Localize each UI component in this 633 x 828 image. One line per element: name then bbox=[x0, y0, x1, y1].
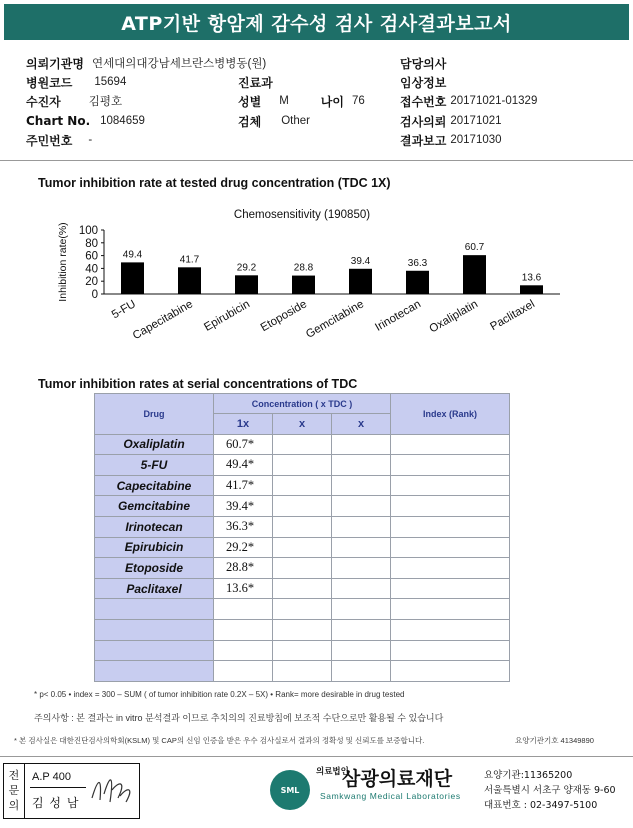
bar-value-label: 60.7 bbox=[464, 242, 485, 254]
drug-name: Gemcitabine bbox=[95, 496, 214, 517]
receipt-value: 20171021-01329 bbox=[450, 95, 538, 107]
drug-header: Drug bbox=[95, 394, 214, 435]
table-row-empty bbox=[95, 619, 510, 640]
sub-header-x2: x bbox=[332, 414, 391, 435]
org-address: 서울특별시 서초구 양재동 9-60 bbox=[484, 785, 616, 796]
rate-1x: 60.7* bbox=[214, 434, 273, 455]
bar bbox=[349, 269, 372, 294]
org-prefix: 의료법인 bbox=[316, 767, 349, 777]
rate-1x: 36.3* bbox=[214, 516, 273, 537]
patient-value: 김평호 bbox=[88, 96, 123, 108]
drug-name: Paclitaxel bbox=[95, 578, 214, 599]
report-title: ATP기반 항암제 감수성 검사 검사결과보고서 bbox=[4, 4, 629, 40]
specimen-value: Other bbox=[281, 115, 310, 127]
y-axis-label: Inhibition rate(%) bbox=[57, 222, 69, 302]
table-row bbox=[95, 578, 510, 599]
x-tick-label: Etoposide bbox=[258, 298, 309, 335]
bar bbox=[292, 276, 315, 294]
y-tick-label: 0 bbox=[91, 289, 98, 301]
rate-1x: 39.4* bbox=[214, 496, 273, 517]
doctor-name: 김 성 남 bbox=[32, 796, 80, 810]
x-tick-label: Capecitabine bbox=[130, 298, 195, 343]
id-label: 주민번호 bbox=[26, 133, 73, 148]
table-row-empty bbox=[95, 640, 510, 661]
institution-label: 의뢰기관명 bbox=[26, 56, 84, 71]
bar-value-label: 39.4 bbox=[350, 255, 371, 267]
bar bbox=[121, 262, 144, 294]
chart-title: Chemosensitivity (190850) bbox=[233, 209, 371, 221]
drug-name: Capecitabine bbox=[95, 475, 214, 496]
concentration-header: Concentration ( x TDC ) bbox=[214, 394, 391, 414]
table-row-empty bbox=[95, 661, 510, 682]
sub-header-x1: x bbox=[273, 414, 332, 435]
report-value: 20171030 bbox=[450, 134, 502, 146]
org-phone: 대표번호 : 02-3497-5100 bbox=[484, 800, 598, 811]
bar-value-label: 49.4 bbox=[122, 249, 143, 261]
bar bbox=[463, 255, 486, 294]
bar-value-label: 28.8 bbox=[293, 262, 314, 274]
x-tick-label: Gemcitabine bbox=[304, 298, 366, 341]
table-row bbox=[95, 475, 510, 496]
drug-name: 5-FU bbox=[95, 455, 214, 476]
divider-bottom bbox=[0, 756, 633, 757]
org-name: 삼광의료재단 bbox=[342, 768, 453, 790]
y-tick-label: 20 bbox=[85, 276, 98, 289]
table-row-empty bbox=[95, 599, 510, 620]
patient-label: 수진자 bbox=[26, 94, 61, 109]
sml-logo: SML bbox=[270, 770, 310, 810]
ap-number: A.P 400 bbox=[32, 771, 71, 783]
sex-label: 성별 bbox=[238, 94, 262, 109]
receipt-label: 접수번호 bbox=[400, 94, 447, 109]
hospital-code-label: 병원코드 bbox=[26, 75, 73, 90]
request-label: 검사의뢰 bbox=[400, 114, 447, 129]
rate-1x: 13.6* bbox=[214, 578, 273, 599]
x-tick-label: Paclitaxel bbox=[488, 298, 537, 334]
certification-note: * 본 검사실은 대한진단검사의학회(KSLM) 및 CAP의 신임 인증을 받은 우수 검사실로서 결과의 정확성 및 신뢰도를 보증합니다. bbox=[14, 736, 425, 745]
divider bbox=[0, 160, 633, 161]
bar-value-label: 13.6 bbox=[521, 272, 542, 284]
bar-value-label: 41.7 bbox=[179, 254, 200, 266]
table-row bbox=[95, 434, 510, 455]
rate-1x: 41.7* bbox=[214, 475, 273, 496]
bar bbox=[178, 267, 201, 294]
table-row bbox=[95, 516, 510, 537]
drug-name: Epirubicin bbox=[95, 537, 214, 558]
bar bbox=[406, 271, 429, 294]
id-value: - bbox=[88, 134, 93, 146]
bar-value-label: 29.2 bbox=[236, 262, 257, 274]
results-table bbox=[94, 393, 510, 682]
table-row bbox=[95, 455, 510, 476]
org-code-note: 요양기관기호 41349890 bbox=[515, 736, 594, 745]
org-code: 요양기관:11365200 bbox=[484, 770, 573, 781]
bar bbox=[235, 275, 258, 294]
x-tick-label: Irinotecan bbox=[373, 298, 423, 334]
department-label: 진료과 bbox=[238, 75, 273, 90]
drug-name: Irinotecan bbox=[95, 516, 214, 537]
age-value: 76 bbox=[351, 95, 365, 107]
x-tick-label: Epirubicin bbox=[202, 298, 252, 334]
drug-name: Etoposide bbox=[95, 558, 214, 579]
rate-1x: 28.8* bbox=[214, 558, 273, 579]
y-tick-label: 60 bbox=[85, 250, 98, 263]
signature-line bbox=[30, 787, 86, 788]
section1-title: Tumor inhibition rate at tested drug concentration (TDC 1X) bbox=[38, 176, 391, 190]
hospital-code-value: 15694 bbox=[94, 76, 127, 88]
legend-note: * p< 0.05 • index = 300 – SUM ( of tumor inhibition rate 0.2X – 5X) • Rank= more desirable in drug tested bbox=[34, 690, 405, 699]
section2-title: Tumor inhibition rates at serial concentrations of TDC bbox=[38, 377, 358, 391]
index-header: Index (Rank) bbox=[391, 394, 510, 435]
y-tick-label: 40 bbox=[85, 263, 98, 276]
rate-1x: 49.4* bbox=[214, 455, 273, 476]
org-english: Samkwang Medical Laboratories bbox=[320, 791, 461, 801]
specialist-label: 전문의 bbox=[8, 769, 20, 812]
signature-icon bbox=[88, 768, 138, 812]
table-row bbox=[95, 537, 510, 558]
sub-header-1x: 1x bbox=[214, 414, 273, 435]
clinical-label: 임상정보 bbox=[400, 75, 447, 90]
bar-value-label: 36.3 bbox=[407, 257, 428, 269]
chart-value: 1084659 bbox=[100, 115, 145, 127]
chemosensitivity-chart bbox=[40, 200, 580, 350]
sex-value: M bbox=[279, 95, 289, 107]
x-tick-label: 5-FU bbox=[109, 298, 138, 322]
report-label: 결과보고 bbox=[400, 133, 447, 148]
y-tick-label: 100 bbox=[78, 225, 98, 237]
table-row bbox=[95, 558, 510, 579]
table-row bbox=[95, 496, 510, 517]
drug-name: Oxaliplatin bbox=[95, 434, 214, 455]
specimen-label: 검체 bbox=[238, 114, 262, 129]
age-label: 나이 bbox=[320, 94, 344, 109]
chart-label: Chart No. bbox=[26, 114, 91, 128]
doctor-label: 담당의사 bbox=[400, 56, 447, 71]
institution-value: 연세대의대강남세브란스병병동(원) bbox=[91, 58, 267, 70]
y-tick-label: 80 bbox=[85, 237, 98, 250]
rate-1x: 29.2* bbox=[214, 537, 273, 558]
request-value: 20171021 bbox=[450, 115, 502, 127]
bar bbox=[520, 285, 543, 294]
caution-note: 주의사항 : 본 결과는 in vitro 분석결과 이므로 추치의의 진료방침에 보조적 수단으로만 활용될 수 있습니다 bbox=[34, 713, 444, 723]
x-tick-label: Oxaliplatin bbox=[427, 298, 480, 336]
